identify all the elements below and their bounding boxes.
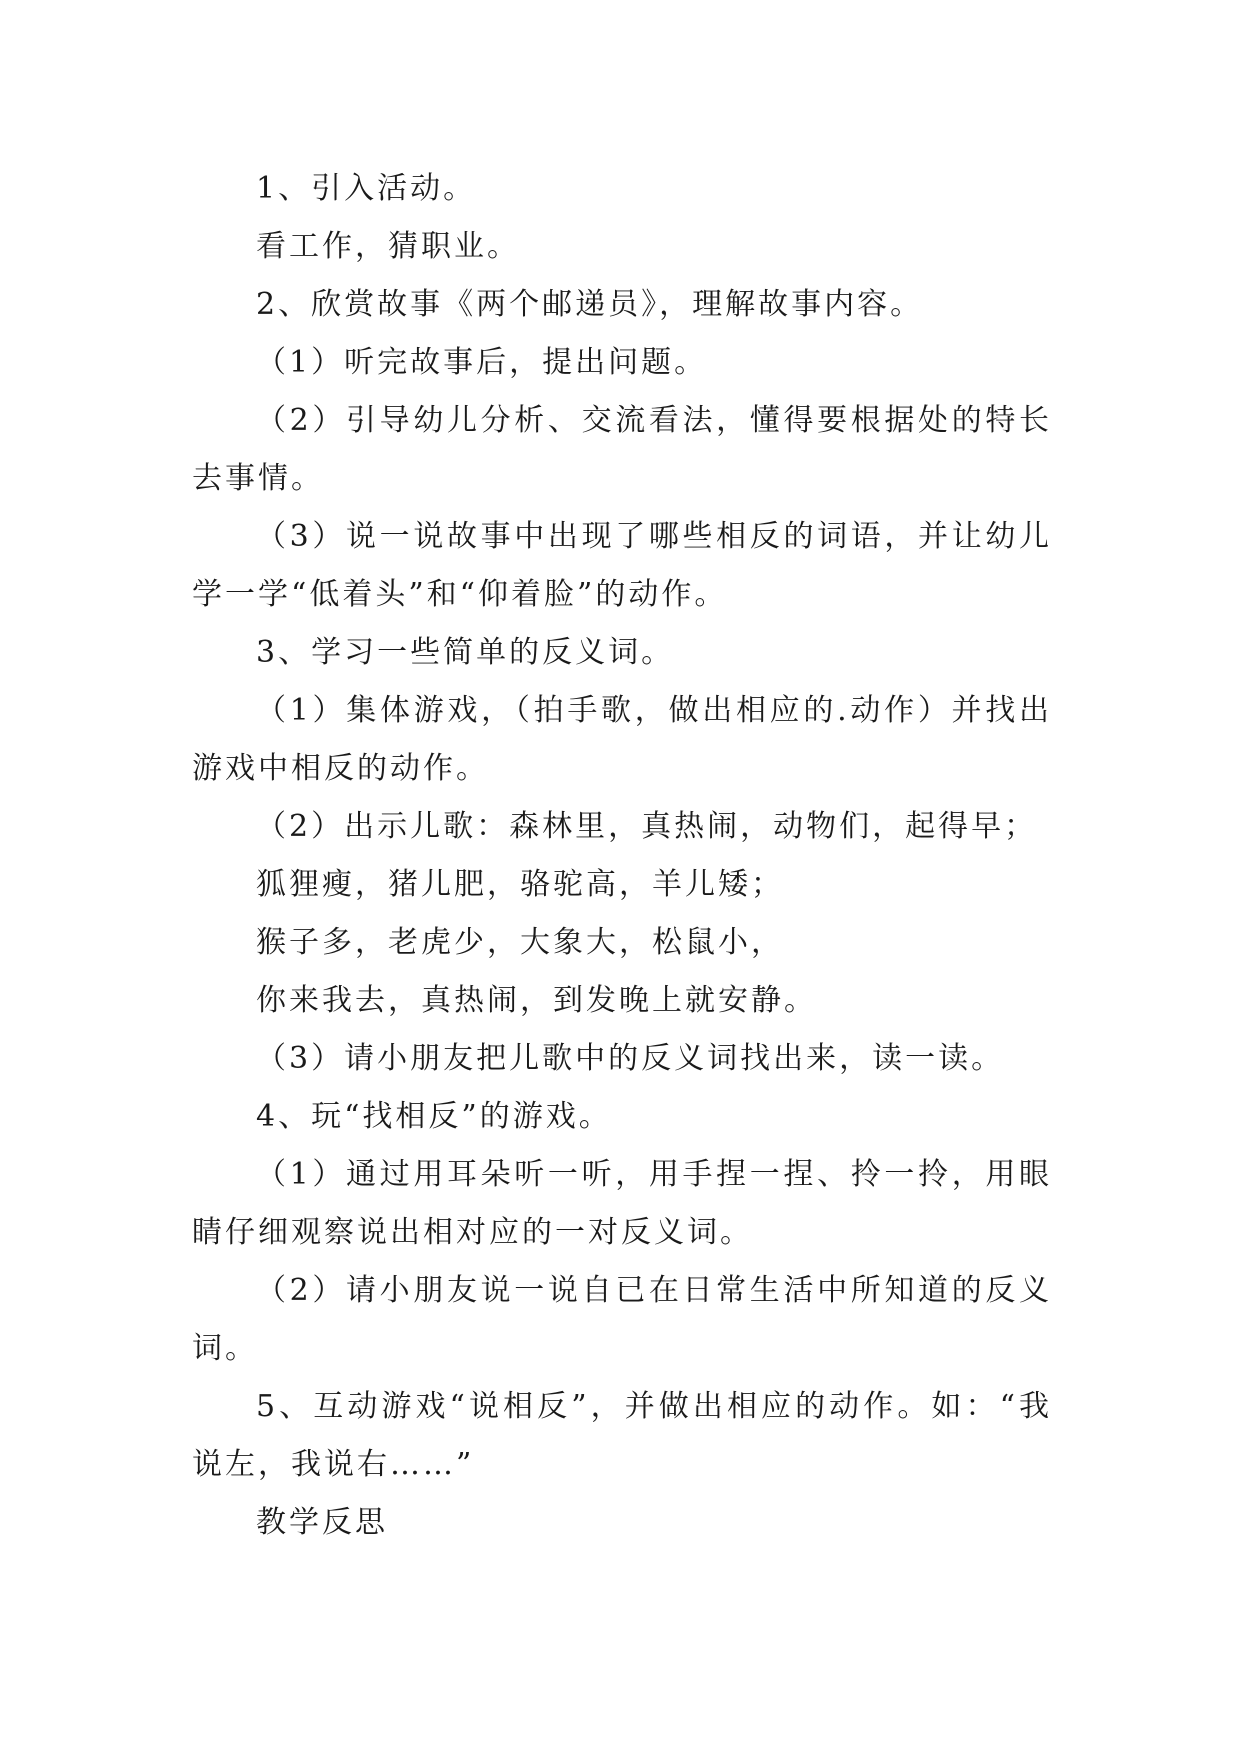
paragraph-rhyme-line-2: 狐狸瘦，猪儿肥，骆驼高，羊儿矮； <box>256 867 784 902</box>
paragraph-step-4: 4、玩“找相反”的游戏。 <box>256 1099 612 1134</box>
paragraph-step-1: 1、引入活动。 <box>256 171 477 206</box>
paragraph-step-2-3: （3）说一说故事中出现了哪些相反的词语，并让幼儿学一学“低着头”和“仰着脸”的动作。 <box>192 519 1052 612</box>
paragraph-step-4-1: （1）通过用耳朵听一听，用手捏一捏、拎一拎，用眼睛仔细观察说出相对应的一对反义词。 <box>192 1157 1052 1250</box>
paragraph-reflection-heading: 教学反思 <box>256 1505 388 1540</box>
document-body <box>192 160 1052 1552</box>
paragraph-step-3: 3、学习一些简单的反义词。 <box>256 635 675 670</box>
paragraph-rhyme-line-3: 猴子多，老虎少，大象大，松鼠小， <box>256 925 784 960</box>
paragraph-step-3-3: （3）请小朋友把儿歌中的反义词找出来，读一读。 <box>256 1041 1005 1076</box>
paragraph-step-3-2: （2）出示儿歌：森林里，真热闹，动物们，起得早； <box>256 809 1038 844</box>
paragraph-step-2-1: （1）听完故事后，提出问题。 <box>256 345 708 380</box>
paragraph-guess-job: 看工作，猜职业。 <box>256 229 520 264</box>
paragraph-rhyme-line-4: 你来我去，真热闹，到发晚上就安静。 <box>256 983 817 1018</box>
paragraph-step-4-2: （2）请小朋友说一说自已在日常生活中所知道的反义词。 <box>192 1273 1052 1366</box>
paragraph-step-3-1: （1）集体游戏，（拍手歌，做出相应的.动作）并找出游戏中相反的动作。 <box>192 693 1052 786</box>
paragraph-step-5: 5、互动游戏“说相反”，并做出相应的动作。如：“我说左，我说右……” <box>192 1389 1052 1482</box>
paragraph-step-2-2: （2）引导幼儿分析、交流看法，懂得要根据处的特长去事情。 <box>192 403 1052 496</box>
paragraph-step-2: 2、欣赏故事《两个邮递员》，理解故事内容。 <box>256 287 924 322</box>
